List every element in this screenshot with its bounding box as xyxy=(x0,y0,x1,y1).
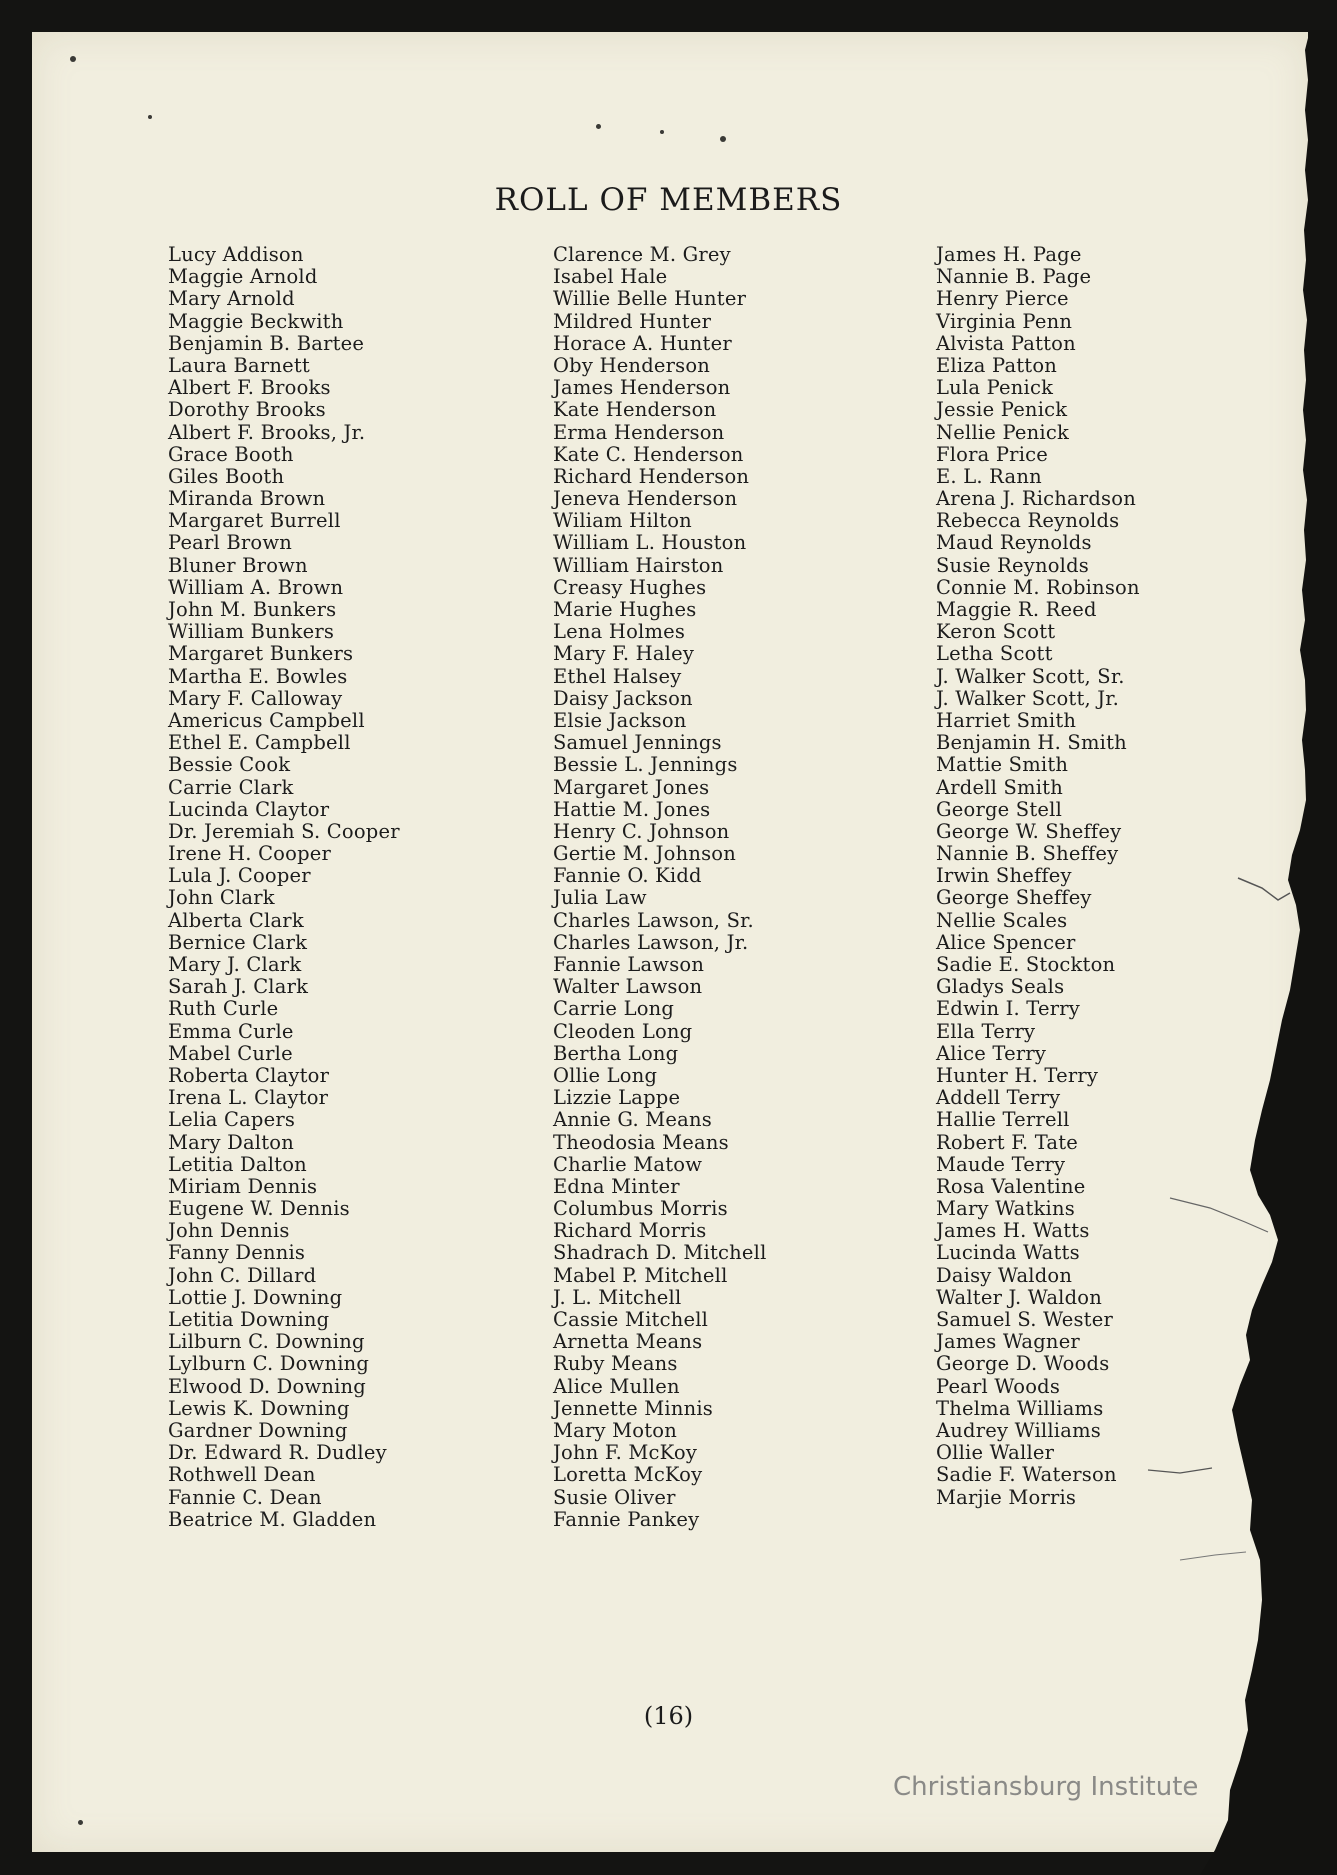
member-name: Elwood D. Downing xyxy=(168,1374,366,1398)
member-name: George W. Sheffey xyxy=(936,819,1122,843)
member-name: Bessie Cook xyxy=(168,753,291,777)
member-name: Mary Arnold xyxy=(168,287,295,311)
member-name: Charles Lawson, Sr. xyxy=(553,908,754,932)
member-name: Mary Dalton xyxy=(168,1130,294,1154)
member-name: Martha E. Bowles xyxy=(168,664,348,688)
member-name: Fannie C. Dean xyxy=(168,1485,322,1509)
member-name: Harriet Smith xyxy=(936,708,1077,732)
member-name: J. Walker Scott, Sr. xyxy=(936,664,1125,688)
member-name: Hallie Terrell xyxy=(936,1108,1070,1132)
member-name: Flora Price xyxy=(936,442,1048,466)
member-name: Wiliam Hilton xyxy=(553,509,692,533)
member-name: Virginia Penn xyxy=(936,309,1073,333)
member-name: Sarah J. Clark xyxy=(168,975,309,999)
member-name: Irena L. Claytor xyxy=(168,1086,329,1110)
member-name: Horace A. Hunter xyxy=(553,331,732,355)
member-name: Fannie Pankey xyxy=(553,1507,700,1531)
member-name: Benjamin H. Smith xyxy=(936,731,1127,755)
member-name: Theodosia Means xyxy=(553,1130,729,1154)
member-name: Margaret Burrell xyxy=(168,509,341,533)
member-name: William L. Houston xyxy=(553,531,747,555)
member-name: J. Walker Scott, Jr. xyxy=(936,686,1120,710)
member-name: Dr. Jeremiah S. Cooper xyxy=(168,819,400,843)
member-name: Clarence M. Grey xyxy=(553,243,731,266)
member-name: Robert F. Tate xyxy=(936,1130,1078,1154)
member-name: Ella Terry xyxy=(936,1019,1036,1043)
member-name: Hunter H. Terry xyxy=(936,1063,1099,1087)
member-name: Giles Booth xyxy=(168,464,285,488)
member-name: Rosa Valentine xyxy=(936,1174,1086,1198)
member-name: Jeneva Henderson xyxy=(553,487,738,511)
member-name: Carrie Long xyxy=(553,997,675,1021)
member-name: Gertie M. Johnson xyxy=(553,842,736,866)
member-name: Arena J. Richardson xyxy=(936,487,1136,511)
member-name: Loretta McKoy xyxy=(553,1463,703,1487)
member-name: Keron Scott xyxy=(936,620,1056,644)
member-name: Margaret Jones xyxy=(553,775,710,799)
member-name: Shadrach D. Mitchell xyxy=(553,1241,767,1265)
paper-speck xyxy=(148,115,152,119)
member-name: Fanny Dennis xyxy=(168,1241,306,1265)
member-name: Mabel P. Mitchell xyxy=(553,1263,728,1287)
member-name: Cassie Mitchell xyxy=(553,1308,709,1331)
member-name: Susie Reynolds xyxy=(936,553,1089,577)
member-name: Nellie Penick xyxy=(936,420,1069,444)
member-name: Alvista Patton xyxy=(936,331,1076,355)
member-name: E. L. Rann xyxy=(936,464,1042,488)
member-name: Richard Morris xyxy=(553,1219,707,1243)
member-name: Hattie M. Jones xyxy=(553,797,711,821)
member-name: Maggie R. Reed xyxy=(936,598,1097,621)
member-name: Charles Lawson, Jr. xyxy=(553,930,749,954)
member-name: Mary F. Calloway xyxy=(168,686,343,710)
member-name: Maud Reynolds xyxy=(936,531,1092,555)
member-name: Sadie F. Waterson xyxy=(936,1463,1117,1487)
member-name: Rothwell Dean xyxy=(168,1463,316,1487)
member-name: Letitia Downing xyxy=(168,1308,330,1331)
member-name: Pearl Brown xyxy=(168,531,293,555)
paper-speck xyxy=(660,130,664,134)
member-name: Cleoden Long xyxy=(553,1019,693,1043)
member-name: Ardell Smith xyxy=(936,775,1063,799)
member-name: Fannie Lawson xyxy=(553,953,705,976)
member-name: Mabel Curle xyxy=(168,1041,293,1065)
member-name: Grace Booth xyxy=(168,442,294,466)
member-column-1 xyxy=(168,244,508,1531)
page-number: (16) xyxy=(643,1702,694,1730)
member-name: Julia Law xyxy=(553,886,647,910)
member-name: Alice Mullen xyxy=(553,1374,680,1398)
member-name: Erma Henderson xyxy=(553,420,725,444)
member-name: Mildred Hunter xyxy=(553,309,712,333)
member-name: Oby Henderson xyxy=(553,353,711,377)
paper-speck xyxy=(596,124,601,129)
member-name: Americus Campbell xyxy=(168,708,365,732)
member-column-2 xyxy=(553,244,893,1531)
member-name: Ethel E. Campbell xyxy=(168,731,351,755)
member-name: Pearl Woods xyxy=(936,1374,1061,1398)
member-name: Dorothy Brooks xyxy=(168,398,326,422)
member-name: Henry C. Johnson xyxy=(553,819,730,843)
member-name: Ruth Curle xyxy=(168,997,279,1021)
member-name: William Bunkers xyxy=(168,620,335,644)
member-name: George D. Woods xyxy=(936,1352,1110,1376)
member-name: James H. Page xyxy=(936,243,1082,266)
member-name: Walter Lawson xyxy=(553,975,703,999)
member-name: Daisy Waldon xyxy=(936,1263,1073,1287)
member-name: Kate Henderson xyxy=(553,398,717,422)
member-name: Gardner Downing xyxy=(168,1418,348,1442)
member-name: Albert F. Brooks xyxy=(168,376,331,400)
member-name: Creasy Hughes xyxy=(553,575,707,599)
member-name: Maude Terry xyxy=(936,1152,1066,1176)
member-name: Benjamin B. Bartee xyxy=(168,331,365,355)
member-name: Lucinda Watts xyxy=(936,1241,1080,1265)
member-name: Samuel S. Wester xyxy=(936,1308,1113,1331)
member-name: Lucinda Claytor xyxy=(168,797,330,821)
member-name: Bluner Brown xyxy=(168,553,308,577)
member-name: James H. Watts xyxy=(936,1219,1090,1243)
member-name: Thelma Williams xyxy=(936,1396,1104,1420)
member-name: Gladys Seals xyxy=(936,975,1065,999)
member-name: John Clark xyxy=(168,886,275,910)
member-name: Laura Barnett xyxy=(168,353,310,377)
member-name: James Wagner xyxy=(936,1330,1080,1354)
member-name: Annie G. Means xyxy=(553,1108,712,1132)
member-name: Eugene W. Dennis xyxy=(168,1197,350,1221)
member-name: Lula Penick xyxy=(936,376,1054,400)
member-name: Dr. Edward R. Dudley xyxy=(168,1441,387,1465)
member-name: Nannie B. Page xyxy=(936,265,1092,289)
member-name: Alice Spencer xyxy=(936,930,1076,954)
member-name: Edna Minter xyxy=(553,1174,680,1198)
watermark-text: Christiansburg Institute xyxy=(893,1772,1199,1802)
member-name: James Henderson xyxy=(553,376,731,400)
member-name: Henry Pierce xyxy=(936,287,1069,311)
member-name: Letitia Dalton xyxy=(168,1152,307,1176)
member-column-3 xyxy=(936,244,1246,1509)
member-name: Nellie Scales xyxy=(936,908,1068,932)
member-name: Alberta Clark xyxy=(168,908,304,932)
member-name: J. L. Mitchell xyxy=(553,1285,682,1309)
member-name: Albert F. Brooks, Jr. xyxy=(168,420,366,444)
member-name: Nannie B. Sheffey xyxy=(936,842,1119,866)
member-name: Letha Scott xyxy=(936,642,1053,666)
member-name: Ethel Halsey xyxy=(553,664,682,688)
member-name: Edwin I. Terry xyxy=(936,997,1080,1021)
member-name: Margaret Bunkers xyxy=(168,642,354,666)
member-name: John C. Dillard xyxy=(168,1263,317,1287)
member-name: Miriam Dennis xyxy=(168,1174,318,1198)
member-name: Jennette Minnis xyxy=(553,1396,713,1420)
member-name: Marie Hughes xyxy=(553,598,697,621)
member-name: Mattie Smith xyxy=(936,753,1069,777)
member-name: Columbus Morris xyxy=(553,1197,728,1221)
member-name: Lilburn C. Downing xyxy=(168,1330,365,1354)
member-name: Ollie Waller xyxy=(936,1441,1055,1465)
member-name: Lylburn C. Downing xyxy=(168,1352,370,1376)
member-name: John M. Bunkers xyxy=(168,598,337,621)
member-name: Beatrice M. Gladden xyxy=(168,1507,377,1531)
member-name: Elsie Jackson xyxy=(553,708,687,732)
member-name: William Hairston xyxy=(553,553,724,577)
paper-speck xyxy=(70,56,76,62)
member-name: Maggie Beckwith xyxy=(168,309,344,333)
member-name: Carrie Clark xyxy=(168,775,294,799)
member-name: Marjie Morris xyxy=(936,1485,1077,1509)
member-name: Ruby Means xyxy=(553,1352,678,1376)
member-name: Addell Terry xyxy=(936,1086,1061,1110)
member-roster xyxy=(0,244,1337,1544)
member-name: Emma Curle xyxy=(168,1019,294,1043)
member-name: Daisy Jackson xyxy=(553,686,693,710)
member-name: Isabel Hale xyxy=(553,265,668,289)
member-name: Lewis K. Downing xyxy=(168,1396,350,1420)
member-name: Connie M. Robinson xyxy=(936,575,1140,599)
page-title: ROLL OF MEMBERS xyxy=(494,182,843,218)
member-name: Lucy Addison xyxy=(168,243,304,266)
member-name: Walter J. Waldon xyxy=(936,1285,1102,1309)
member-name: Kate C. Henderson xyxy=(553,442,744,466)
member-name: Mary Watkins xyxy=(936,1197,1075,1221)
paper-speck xyxy=(78,1820,83,1825)
member-name: Arnetta Means xyxy=(553,1330,703,1354)
member-name: Roberta Claytor xyxy=(168,1063,330,1087)
member-name: John F. McKoy xyxy=(553,1441,698,1465)
member-name: George Sheffey xyxy=(936,886,1092,910)
member-name: Samuel Jennings xyxy=(553,731,722,755)
member-name: Audrey Williams xyxy=(936,1418,1101,1442)
member-name: Jessie Penick xyxy=(936,398,1068,422)
member-name: William A. Brown xyxy=(168,575,344,599)
member-name: Rebecca Reynolds xyxy=(936,509,1120,533)
member-name: Fannie O. Kidd xyxy=(553,864,702,888)
member-name: Mary J. Clark xyxy=(168,953,302,976)
member-name: George Stell xyxy=(936,797,1063,821)
member-name: Susie Oliver xyxy=(553,1485,676,1509)
member-name: Bernice Clark xyxy=(168,930,308,954)
member-name: Lottie J. Downing xyxy=(168,1285,343,1309)
member-name: Charlie Matow xyxy=(553,1152,703,1176)
member-name: Mary Moton xyxy=(553,1418,677,1442)
member-name: Alice Terry xyxy=(936,1041,1047,1065)
member-name: Irene H. Cooper xyxy=(168,842,332,866)
member-name: Bertha Long xyxy=(553,1041,679,1065)
member-name: Lizzie Lappe xyxy=(553,1086,681,1110)
member-name: Bessie L. Jennings xyxy=(553,753,738,777)
member-name: Lula J. Cooper xyxy=(168,864,311,888)
member-name: Mary F. Haley xyxy=(553,642,695,666)
member-name: John Dennis xyxy=(168,1219,290,1243)
paper-speck xyxy=(720,136,726,142)
member-name: Eliza Patton xyxy=(936,353,1058,377)
member-name: Maggie Arnold xyxy=(168,265,318,289)
member-name: Lena Holmes xyxy=(553,620,686,644)
member-name: Lelia Capers xyxy=(168,1108,296,1132)
member-name: Irwin Sheffey xyxy=(936,864,1072,888)
member-name: Richard Henderson xyxy=(553,464,750,488)
member-name: Ollie Long xyxy=(553,1063,658,1087)
member-name: Willie Belle Hunter xyxy=(553,287,747,311)
member-name: Sadie E. Stockton xyxy=(936,953,1116,976)
member-name: Miranda Brown xyxy=(168,487,326,511)
